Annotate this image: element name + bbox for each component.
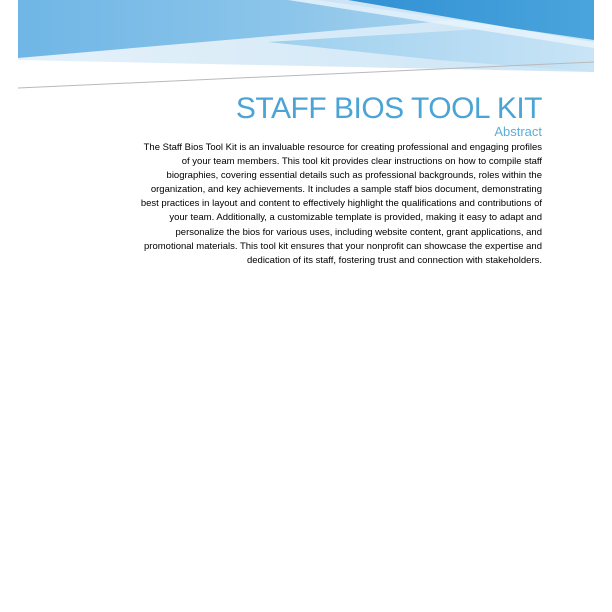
document-title: STAFF BIOS TOOL KIT: [235, 92, 542, 125]
document-subtitle: Abstract: [494, 124, 542, 139]
header-banner: [18, 0, 594, 100]
document-page: [18, 0, 594, 612]
abstract-paragraph: The Staff Bios Tool Kit is an invaluable resource for creating professional and engaging profiles of your team members. This tool kit provides clear instructions on how to compile staff biographies, covering essential details such as professional backgrounds, roles within the organization, and key achievements. It includes a sample staff bios document, demonstrating best practices in layout and content to effectively highlight the qualifications and contributions of your team. Additionally, a customizable template is provided, making it easy to adapt and personalize the bios for various uses, including website content, grant applications, and promotional materials. This tool kit ensures that your nonprofit can showcase the expertise and dedication of its staff, fostering trust and connection with stakeholders.: [140, 142, 542, 266]
